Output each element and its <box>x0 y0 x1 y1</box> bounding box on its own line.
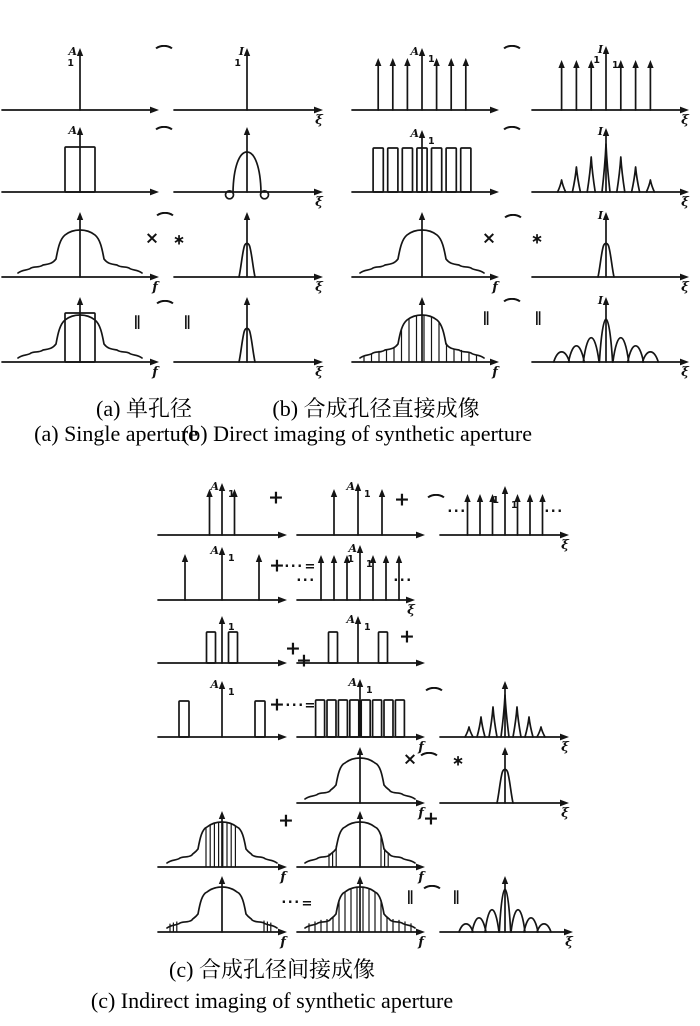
op-arc-symbol <box>418 752 441 769</box>
op-par-symbol: ∥ <box>482 310 490 326</box>
plot-b3-right <box>524 201 700 297</box>
plot-label: I <box>597 43 603 56</box>
plot-a3-right <box>166 201 334 297</box>
op-arc-symbol <box>501 126 524 143</box>
op-arc-symbol <box>501 298 524 315</box>
caption-panel-a-en: (a) Single aperture <box>34 421 198 446</box>
plot-label: f <box>152 365 158 380</box>
plot-label: I <box>238 45 244 58</box>
plot-label: f <box>492 365 498 380</box>
plot-label: f <box>418 806 424 821</box>
plot-label: ξ <box>561 740 569 755</box>
plot-label: ξ <box>681 195 689 210</box>
plot-a2-left <box>0 116 170 212</box>
plot-label: 1 <box>364 622 371 633</box>
plot-a4-right <box>166 286 334 382</box>
op-dots-symbol: ··· <box>544 504 564 520</box>
op-eq-symbol: = <box>301 896 313 912</box>
plot-label: 1 <box>364 489 371 500</box>
plot-label: 1 <box>492 495 499 506</box>
plot-label: ξ <box>681 113 689 128</box>
plot-label: ξ <box>315 280 323 295</box>
plot-label: 1 <box>228 687 235 698</box>
plot-label: I <box>597 209 603 222</box>
op-eq-symbol: = <box>304 559 316 575</box>
plot-label: A <box>348 542 357 555</box>
plot-c5-right <box>432 727 580 823</box>
plot-label: ξ <box>681 365 689 380</box>
plot-label: A <box>210 544 219 557</box>
op-conv-symbol: ∗ <box>451 751 465 770</box>
plot-label: ξ <box>681 280 689 295</box>
plot-a4-left <box>0 286 170 382</box>
plot-label: 1 <box>511 500 518 511</box>
plot-label: ξ <box>565 935 573 950</box>
op-par-symbol: ∥ <box>133 314 141 330</box>
plot-label: A <box>410 127 419 140</box>
op-par-symbol: ∥ <box>452 889 460 905</box>
op-par-symbol: ∥ <box>183 314 191 330</box>
plot-label: ξ <box>561 538 569 553</box>
plot-label: A <box>68 124 77 137</box>
op-par-symbol: ∥ <box>406 889 414 905</box>
op-plus-symbol: + <box>394 488 410 511</box>
plot-label: A <box>410 45 419 58</box>
plot-label: I <box>597 125 603 138</box>
plot-label: A <box>210 678 219 691</box>
plot-b3-left <box>344 201 510 297</box>
op-plus-symbol: + <box>399 625 415 648</box>
op-conv-symbol: ∗ <box>530 229 544 248</box>
op-arc-symbol <box>423 687 446 704</box>
op-arc-symbol <box>502 214 525 231</box>
plot-label: 1 <box>67 58 74 69</box>
plot-label: f <box>492 280 498 295</box>
plot-label: f <box>418 740 424 755</box>
plot-label: A <box>68 45 77 58</box>
op-plus-symbol: + <box>423 807 439 830</box>
caption-panel-c-en: (c) Indirect imaging of synthetic aperture <box>90 988 454 1013</box>
caption-panel-b-zh: (b) 合成孔径直接成像 <box>272 396 480 421</box>
op-arc-symbol <box>421 885 444 902</box>
plot-a2-right <box>166 116 334 212</box>
op-dots-symbol: ··· <box>281 895 301 911</box>
plot-label: 1 <box>228 553 235 564</box>
plot-label: 1 <box>428 54 435 65</box>
op-plus-symbol: + <box>269 693 285 716</box>
op-plus-symbol: + <box>285 637 301 660</box>
op-dots-symbol: ··· <box>296 573 316 589</box>
plot-label: 1 <box>234 58 241 69</box>
plot-label: 1 <box>228 489 235 500</box>
plot-label: A <box>210 480 219 493</box>
plot-label: f <box>418 935 424 950</box>
plot-label: 1 <box>428 136 435 147</box>
plot-label: ξ <box>561 806 569 821</box>
op-conv-symbol: ∗ <box>172 230 186 249</box>
op-times-symbol: × <box>481 228 497 249</box>
op-arc-symbol <box>154 212 177 229</box>
op-dots-symbol: ··· <box>285 698 305 714</box>
plot-label: f <box>152 280 158 295</box>
op-dots-symbol: ··· <box>447 504 467 520</box>
op-plus-symbol: + <box>268 486 284 509</box>
plot-label: ξ <box>407 603 415 618</box>
plot-label: ξ <box>315 113 323 128</box>
plot-label: f <box>280 935 286 950</box>
plot-b4-left <box>344 286 510 382</box>
caption-panel-a-zh: (a) 单孔径 <box>96 396 192 421</box>
plot-label: A <box>346 613 355 626</box>
plot-label: ξ <box>315 195 323 210</box>
op-times-symbol: × <box>144 228 160 249</box>
plot-label: I <box>597 294 603 307</box>
op-times-symbol: × <box>402 749 418 770</box>
plot-label: f <box>280 870 286 885</box>
caption-panel-c-zh: (c) 合成孔径间接成像 <box>169 957 375 982</box>
plot-b4-right <box>524 286 700 382</box>
op-eq-symbol: = <box>304 698 316 714</box>
op-arc-symbol <box>501 45 524 62</box>
op-plus-symbol: + <box>278 809 294 832</box>
plot-label: 1 <box>228 622 235 633</box>
plot-c7-left <box>150 856 301 952</box>
plot-label: 1 <box>612 60 619 71</box>
op-arc-symbol <box>154 300 177 317</box>
op-par-symbol: ∥ <box>534 310 542 326</box>
plot-b2-left <box>344 116 510 212</box>
op-arc-symbol <box>153 45 176 62</box>
plot-label: A <box>346 480 355 493</box>
op-plus-symbol: + <box>296 649 312 672</box>
plot-label: 1 <box>347 554 354 565</box>
plot-label: 1 <box>366 685 373 696</box>
plot-label: 1 <box>366 559 373 570</box>
plot-label: A <box>348 676 357 689</box>
plot-a3-left <box>0 201 170 297</box>
plot-b2-right <box>524 116 700 212</box>
op-arc-symbol <box>425 494 448 511</box>
op-plus-symbol: + <box>269 554 285 577</box>
plot-label: f <box>418 870 424 885</box>
plot-label: ξ <box>315 365 323 380</box>
plot-label: 1 <box>593 55 600 66</box>
op-dots-symbol: ··· <box>393 573 413 589</box>
op-dots-symbol: ··· <box>284 559 304 575</box>
caption-panel-b-en: (b) Direct imaging of synthetic aperture <box>181 421 533 446</box>
op-arc-symbol <box>153 126 176 143</box>
